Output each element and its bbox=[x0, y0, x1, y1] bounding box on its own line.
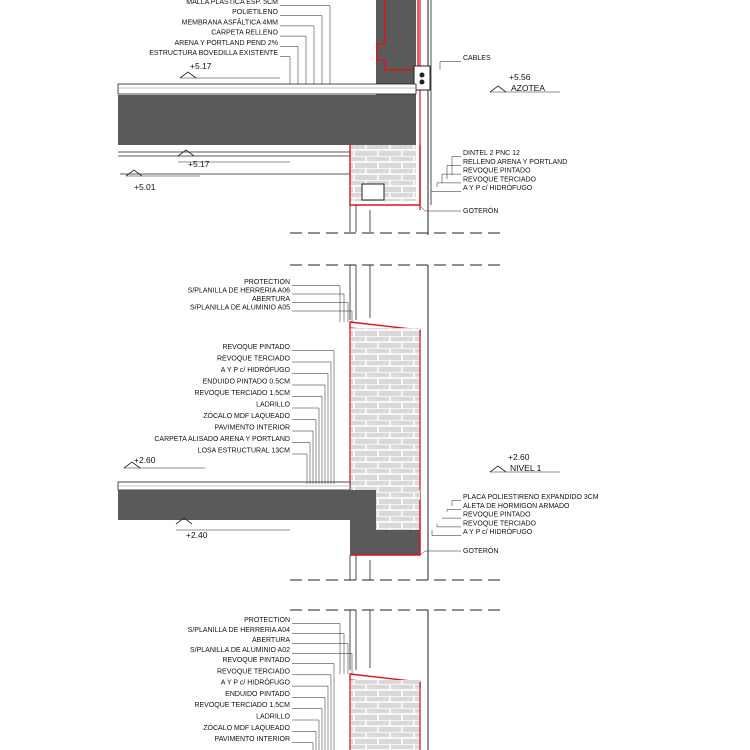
annotation-label: ABERTURA bbox=[252, 296, 290, 303]
level-label: +5.56 bbox=[509, 72, 531, 82]
level-roof-right bbox=[490, 72, 560, 93]
level-label: +2.40 bbox=[186, 530, 208, 540]
annotation-label: ENDUIDO PINTADO bbox=[225, 690, 290, 698]
annotation-label: MALLA PLÁSTICA ESP. 5CM bbox=[186, 0, 278, 6]
annotation-label: RELLENO ARENA Y PORTLAND bbox=[463, 158, 568, 166]
annotation-label: REVOQUE TERCIADO 1.5CM bbox=[194, 390, 290, 397]
annotation-label: ENDUIDO PINTADO 0.5CM bbox=[202, 378, 290, 386]
annotation-label: GOTERÓN bbox=[463, 548, 499, 555]
leader-line bbox=[280, 26, 314, 84]
leader-line bbox=[292, 686, 328, 750]
leader-line bbox=[447, 165, 461, 179]
annotation-label: S/PLANILLA DE HERRERIA A04 bbox=[187, 627, 290, 634]
leader-line bbox=[292, 720, 319, 750]
leader-line bbox=[292, 286, 340, 323]
leader-line bbox=[280, 36, 306, 84]
annotation-label: ZÓCALO MDF LAQUEADO bbox=[203, 724, 290, 732]
floor-slab bbox=[118, 490, 420, 555]
annotation-label: CABLES bbox=[463, 55, 491, 62]
roof-slab-top-layers bbox=[118, 84, 416, 94]
leader-line bbox=[452, 501, 461, 507]
brick-wall-lower bbox=[350, 680, 420, 750]
leader-line bbox=[292, 420, 316, 485]
leader-line bbox=[432, 191, 461, 192]
leader-line bbox=[292, 294, 344, 322]
leader-line bbox=[440, 62, 461, 71]
leader-line bbox=[280, 46, 298, 84]
annotation-label: A Y P c/ HIDRÓFUGO bbox=[220, 679, 290, 687]
annotation-label: ALETA DE HORMIGON ARMADO bbox=[463, 502, 570, 510]
annotation-label: REVOQUE TERCIADO bbox=[217, 668, 290, 676]
slab-insulation bbox=[376, 490, 420, 530]
level-label: +2.60 bbox=[508, 452, 530, 462]
annotation-label: REVOQUE PINTADO bbox=[222, 657, 290, 664]
brick-wall bbox=[350, 328, 420, 504]
annotation-label: DINTEL 2 PNC 12 bbox=[463, 150, 520, 157]
leader-line bbox=[280, 6, 330, 85]
annotation-label: S/PLANILLA DE HERRERIA A06 bbox=[187, 287, 290, 295]
annotation-label: CARPETA ALISADO ARENA Y PORTLAND bbox=[154, 436, 290, 443]
annotation-label: PAVIMENTO INTERIOR bbox=[214, 736, 290, 744]
annotation-label: S/PLANILLA DE ALUMINIO A02 bbox=[190, 647, 290, 654]
leader-line bbox=[432, 530, 461, 536]
leader-line bbox=[292, 303, 348, 323]
leader-line bbox=[437, 524, 461, 527]
leader-line bbox=[292, 743, 313, 750]
annotation-label: CARPETA RELLENO bbox=[211, 29, 278, 37]
annotation-label: ESTRUCTURA BOVEDILLA EXISTENTE bbox=[149, 50, 278, 57]
bottom-section bbox=[290, 610, 500, 750]
level-name: NIVEL 1 bbox=[510, 463, 542, 473]
level-roof-left bbox=[180, 61, 280, 78]
leader-line bbox=[442, 174, 461, 183]
leader-line bbox=[292, 311, 352, 322]
annotation-label: S/PLANILLA DE ALUMINIO A05 bbox=[190, 304, 290, 312]
level-low-left bbox=[126, 170, 200, 192]
annotation-label: A Y P c/ HIDRÓFUGO bbox=[463, 185, 533, 193]
leader-line bbox=[452, 157, 461, 176]
leader-line bbox=[292, 731, 316, 750]
annotation-label: REVOQUE PINTADO bbox=[463, 167, 531, 175]
level-label: +5.17 bbox=[188, 159, 210, 169]
annotation-label: A Y P c/ HIDRÓFUGO bbox=[220, 367, 290, 374]
level-label: +5.17 bbox=[190, 61, 212, 71]
leader-line bbox=[292, 454, 307, 484]
level-label: +5.01 bbox=[134, 182, 156, 192]
leader-line bbox=[292, 624, 340, 675]
level-name: AZOTEA bbox=[511, 83, 546, 93]
leader-line bbox=[292, 664, 334, 750]
leader-line bbox=[292, 443, 310, 485]
annotation-label: PAVIMENTO INTERIOR bbox=[214, 424, 290, 432]
annotation-label: LADRILLO bbox=[256, 713, 290, 721]
annotation-label: PROTECTION bbox=[244, 617, 290, 624]
annotation-label: POLIETILENO bbox=[232, 9, 278, 17]
annotation-label: REVOQUE PINTADO bbox=[463, 511, 531, 519]
annotation-label: LOSA ESTRUCTURAL 13CM bbox=[197, 447, 290, 455]
annotation-label: LADRILLO bbox=[256, 401, 290, 409]
level-floor-right bbox=[490, 452, 560, 473]
annotation-label: PROTECTION bbox=[244, 279, 290, 286]
annotation-label: REVOQUE PINTADO bbox=[222, 344, 290, 351]
leader-line bbox=[292, 385, 325, 484]
annotation-label: GOTERÓN bbox=[463, 208, 499, 215]
top-section bbox=[118, 0, 500, 235]
annotation-label: ARENA Y PORTLAND PEND 2% bbox=[174, 39, 278, 47]
annotation-label: A Y P c/ HIDRÓFUGO bbox=[463, 529, 533, 537]
level-label: +2.60 bbox=[134, 455, 156, 465]
leader-line bbox=[292, 697, 325, 750]
leader-line bbox=[280, 57, 290, 85]
level-floor-left bbox=[124, 455, 205, 468]
annotation-label: ZÓCALO MDF LAQUEADO bbox=[203, 413, 290, 420]
slab-edge-concrete bbox=[350, 118, 416, 145]
leader-line bbox=[437, 183, 461, 187]
annotation-label: ABERTURA bbox=[252, 637, 290, 644]
annotation-label: REVOQUE TERCIADO 1.5CM bbox=[194, 702, 290, 710]
level-low-left-mid bbox=[176, 518, 290, 540]
annotation-label: REVOQUE TERCIADO bbox=[463, 520, 536, 528]
annotation-label: REVOQUE TERCIADO bbox=[217, 355, 290, 363]
annotation-label: MEMBRANA ASFÁLTICA 4MM bbox=[181, 19, 278, 27]
leader-line bbox=[292, 709, 322, 750]
leader-line bbox=[447, 509, 461, 512]
annotation-label: REVOQUE TERCIADO bbox=[463, 176, 536, 184]
leader-line bbox=[292, 644, 348, 675]
middle-section bbox=[118, 265, 500, 580]
level-ceiling-left bbox=[178, 150, 290, 169]
annotation-label: PLACA POLIESTIRENO EXPANDIDO 3CM bbox=[463, 494, 599, 501]
lintel-channel bbox=[362, 184, 384, 200]
